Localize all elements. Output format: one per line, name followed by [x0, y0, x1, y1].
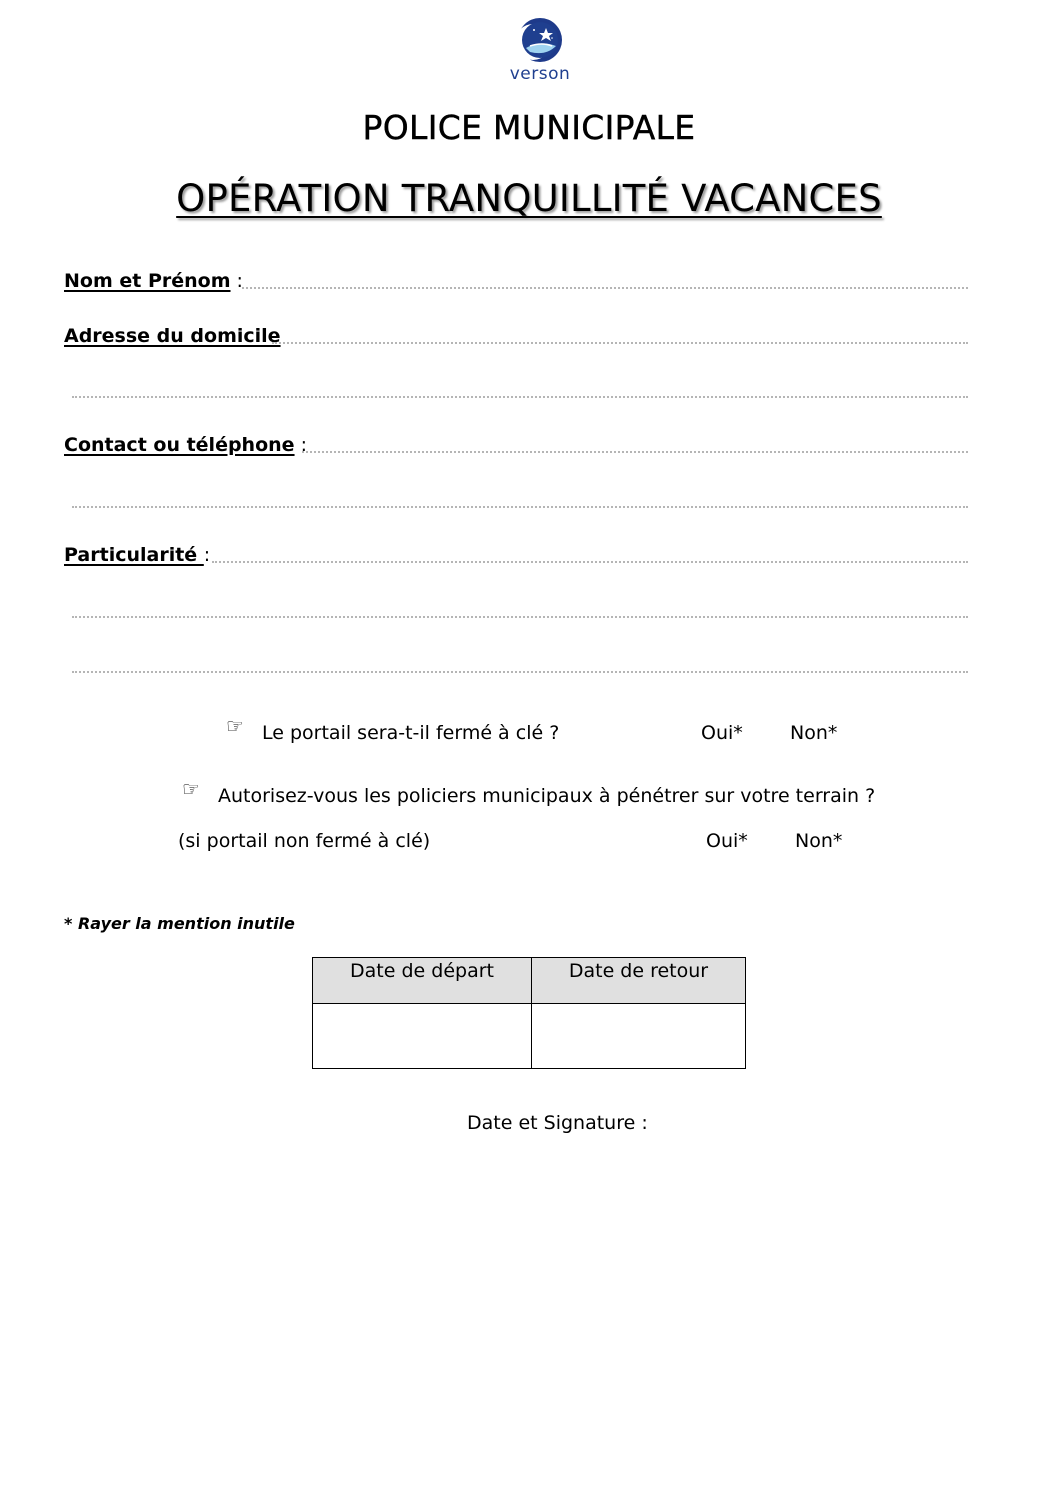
departure-date-header: Date de départ: [313, 958, 532, 1004]
particularity-colon: :: [203, 544, 211, 566]
name-field[interactable]: [242, 287, 968, 289]
address-field-line-2[interactable]: [72, 396, 968, 398]
name-label-text: Nom et Prénom: [64, 270, 231, 292]
pointing-hand-icon: ☞: [182, 777, 200, 801]
page-subtitle: [0, 177, 1058, 220]
departure-date-cell[interactable]: [313, 1004, 532, 1069]
question-authorize-condition: (si portail non fermé à clé): [178, 830, 431, 852]
q2-yes-option[interactable]: Oui*: [706, 830, 748, 852]
strike-note: * Rayer la mention inutile: [64, 914, 295, 933]
name-colon: :: [230, 270, 243, 292]
question-authorize-entry: Autorisez-vous les policiers municipaux à pénétrer sur votre terrain ?: [218, 785, 876, 807]
address-label-text: Adresse du domicile: [64, 325, 281, 347]
contact-field-line-2[interactable]: [72, 506, 968, 508]
return-date-cell[interactable]: [532, 1004, 746, 1069]
verson-logo: [500, 16, 580, 86]
signature-label: Date et Signature :: [467, 1112, 648, 1134]
particularity-field-line-3[interactable]: [72, 671, 968, 673]
contact-label: [64, 434, 307, 456]
logo-wordmark: verson: [509, 64, 571, 84]
address-field-line-1[interactable]: [272, 342, 968, 344]
address-label: [64, 325, 281, 347]
particularity-label-text: Particularité: [64, 544, 204, 566]
question-gate-locked: Le portail sera-t-il fermé à clé ?: [262, 722, 560, 744]
particularity-label: [64, 544, 210, 566]
contact-colon: :: [294, 434, 307, 456]
page-title: POLICE MUNICIPALE: [362, 108, 696, 147]
q1-no-option[interactable]: Non*: [790, 722, 838, 744]
logo-emblem-icon: [500, 16, 580, 66]
contact-field-line-1[interactable]: [302, 451, 968, 453]
particularity-field-line-1[interactable]: [212, 561, 968, 563]
pointing-hand-icon: ☞: [226, 714, 244, 738]
particularity-field-line-2[interactable]: [72, 616, 968, 618]
contact-label-text: Contact ou téléphone: [64, 434, 295, 456]
q1-yes-option[interactable]: Oui*: [701, 722, 743, 744]
q2-no-option[interactable]: Non*: [795, 830, 843, 852]
name-label: [64, 270, 243, 292]
return-date-header: Date de retour: [532, 958, 746, 1004]
dates-table: [312, 957, 746, 1069]
subtitle-text: OPÉRATION TRANQUILLITÉ VACANCES: [176, 177, 882, 220]
